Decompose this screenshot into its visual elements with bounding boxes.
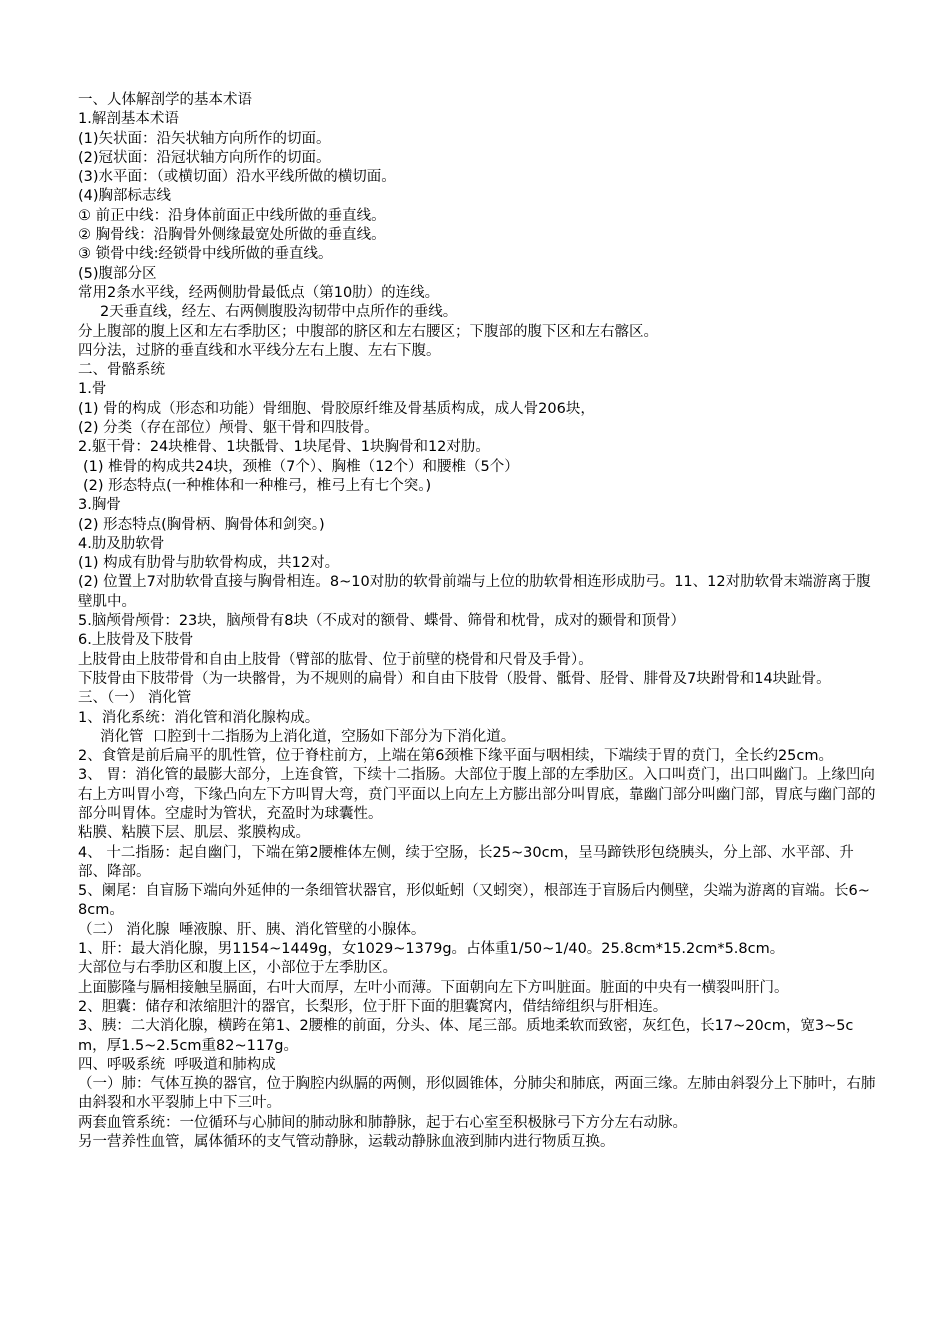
subsection-heading: 2.躯干骨：24块椎骨、1块骶骨、1块尾骨、1块胸骨和12对肋。: [78, 439, 490, 456]
text-line: 3、 胃：消化管的最膨大部分，上连食管，下续十二指肠。大部位于腹上部的左季肋区。入口叫贲门，出口叫幽门。上缘凹向右上方叫胃小弯，下缘凸向左下方叫胃大弯，贲门平面以上向左上方膨出部分叫胃底，靠幽门部分叫幽门部，胃底与幽门部的部分叫胃体。空虚时为管状，充盈时为球囊性。: [78, 767, 876, 822]
text-line: 1、肝：最大消化腺，男1154~1449g，女1029~1379g。占体重1/50~1/40。25.8cm*15.2cm*5.8cm。: [78, 941, 785, 958]
text-line: (1) 构成有肋骨与肋软骨构成，共12对。: [78, 555, 340, 572]
section-heading: 四、呼吸系统 呼吸道和肺构成: [78, 1056, 276, 1073]
document-page: [78, 91, 878, 1152]
subsection-heading: 1.骨: [78, 381, 107, 398]
text-line: ② 胸骨线：沿胸骨外侧缘最宽处所做的垂直线。: [78, 227, 386, 244]
section-heading: （二） 消化腺 唾液腺、肝、胰、消化管壁的小腺体。: [78, 921, 426, 938]
text-line: ① 前正中线：沿身体前面正中线所做的垂直线。: [78, 207, 386, 224]
text-line: (2) 位置上7对肋软骨直接与胸骨相连。8~10对肋的软骨前端与上位的肋软骨相连形成肋弓。11、12对肋软骨末端游离于腹壁肌中。: [78, 574, 871, 610]
text-line: 四分法，过脐的垂直线和水平线分左右上腹、左右下腹。: [78, 342, 441, 359]
text-line: (1) 骨的构成（形态和功能）骨细胞、骨胶原纤维及骨基质构成，成人骨206块，: [78, 400, 595, 417]
text-line: 2天垂直线，经左、右两侧腹股沟韧带中点所作的垂线。: [100, 304, 458, 321]
text-line: (4)胸部标志线: [78, 188, 172, 205]
text-line: 两套血管系统：一位循环与心肺间的肺动脉和肺静脉，起于右心室至积极脉弓下方分左右动脉。: [78, 1114, 687, 1131]
text-line: 消化管 口腔到十二指肠为上消化道，空肠如下部分为下消化道。: [100, 728, 516, 745]
text-line: (2)冠状面：沿冠状轴方向所作的切面。: [78, 149, 331, 166]
section-heading: 一、人体解剖学的基本术语: [78, 92, 252, 108]
text-line: 5、阑尾：自盲肠下端向外延伸的一条细管状器官，形似蚯蚓（又蚓突），根部连于盲肠后内侧壁，尖端为游离的盲端。长6~8cm。: [78, 883, 870, 919]
text-line: (2) 形态特点(胸骨柄、胸骨体和剑突。): [78, 516, 325, 533]
text-line: (5)腹部分区: [78, 265, 157, 282]
text-line: 1、消化系统：消化管和消化腺构成。: [78, 709, 320, 726]
section-heading: 二、骨骼系统: [78, 362, 165, 379]
text-line: 3、胰：二大消化腺，横跨在第1、2腰椎的前面，分头、体、尾三部。质地柔软而致密，灰红色，长17~20cm，宽3~5cm，厚1.5~2.5cm重82~117g。: [78, 1018, 854, 1054]
subsection-heading: 3.胸骨: [78, 497, 121, 514]
text-line: （一）肺：气体互换的器官，位于胸腔内纵膈的两侧，形似圆锥体，分肺尖和肺底，两面三缘。左肺由斜裂分上下肺叶，右肺由斜裂和水平裂肺上中下三叶。: [78, 1076, 876, 1112]
section-heading: 三、（一） 消化管: [78, 690, 192, 707]
text-line: ③ 锁骨中线:经锁骨中线所做的垂直线。: [78, 246, 333, 263]
subsection-heading: 5.脑颅骨颅骨：23块，脑颅骨有8块（不成对的额骨、蝶骨、筛骨和枕骨，成对的颞骨和顶骨）: [78, 613, 686, 630]
text-line: 2、胆囊：储存和浓缩胆汁的器官，长梨形，位于肝下面的胆囊窝内，借结缔组织与肝相连。: [78, 998, 668, 1015]
text-line: (2) 分类（存在部位）颅骨、躯干骨和四肢骨。: [78, 420, 379, 437]
subsection-heading: 1.解剖基本术语: [78, 111, 179, 128]
text-line: 2、食管是前后扁平的肌性管，位于脊柱前方，上端在第6颈椎下缘平面与咽相续，下端续于胃的贲门，全长约25cm。: [78, 748, 833, 765]
text-line: 上肢骨由上肢带骨和自由上肢骨（臂部的肱骨、位于前壁的桡骨和尺骨及手骨）。: [78, 651, 593, 668]
text-line: 粘膜、粘膜下层、肌层、浆膜构成。: [78, 825, 310, 842]
text-line: 大部位与右季肋区和腹上区，小部位于左季肋区。: [78, 960, 397, 977]
subsection-heading: 6.上肢骨及下肢骨: [78, 632, 194, 649]
text-line: 分上腹部的腹上区和左右季肋区；中腹部的脐区和左右腰区；下腹部的腹下区和左右髂区。: [78, 323, 658, 340]
text-line: 另一营养性血管，属体循环的支气管动静脉，运载动静脉血液到肺内进行物质互换。: [78, 1134, 615, 1151]
text-line: (2) 形态特点(一种椎体和一种椎弓，椎弓上有七个突。): [83, 477, 432, 494]
text-line: (1)矢状面：沿矢状轴方向所作的切面。: [78, 130, 331, 147]
text-line: (1) 椎骨的构成共24块，颈椎（7个）、胸椎（12个）和腰椎（5个）: [83, 458, 519, 475]
subsection-heading: 4.肋及肋软骨: [78, 535, 165, 552]
text-line: 常用2条水平线，经两侧肋骨最低点（第10肋）的连线。: [78, 284, 440, 301]
text-line: (3)水平面：（或横切面）沿水平线所做的横切面。: [78, 169, 396, 186]
text-line: 4、 十二指肠：起自幽门，下端在第2腰椎体左侧，续于空肠，长25~30cm，呈马蹄铁形包绕胰头，分上部、水平部、升部、降部。: [78, 844, 854, 880]
text-line: 上面膨隆与膈相接触呈膈面，右叶大而厚，左叶小而薄。下面朝向左下方叫脏面。脏面的中央有一横裂叫肝门。: [78, 979, 789, 996]
text-line: 下肢骨由下肢带骨（为一块髂骨，为不规则的扁骨）和自由下肢骨（股骨、骶骨、胫骨、腓骨及7块跗骨和14块趾骨。: [78, 670, 831, 687]
